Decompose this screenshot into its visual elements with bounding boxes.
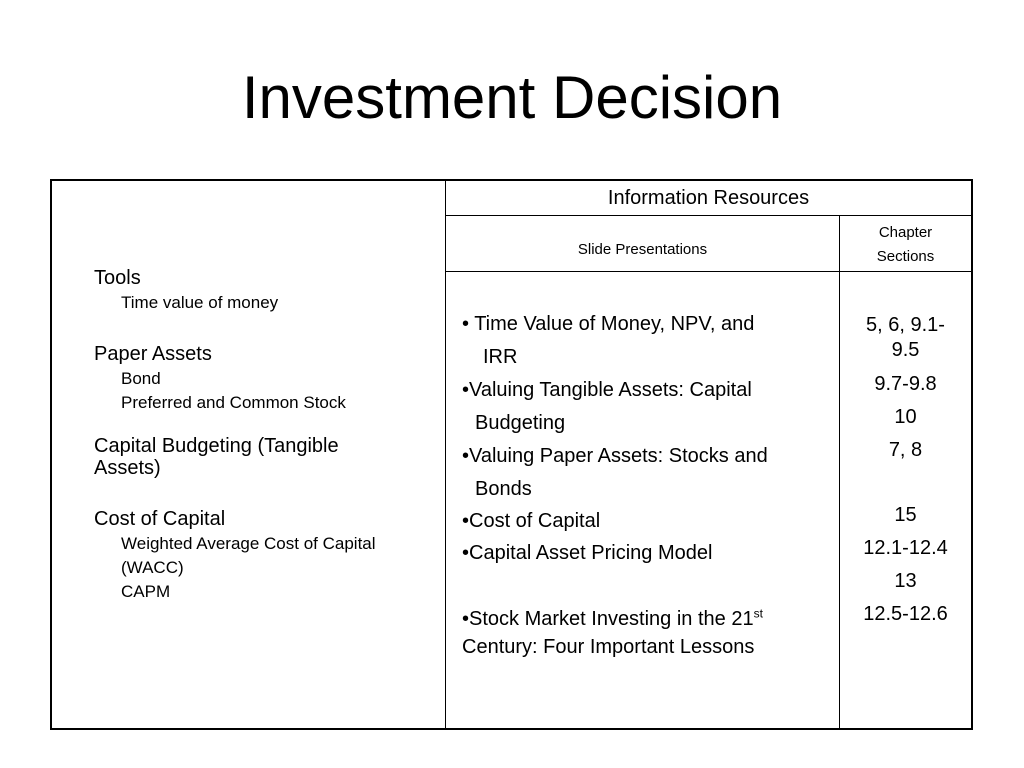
ordinal-suffix: st: [753, 606, 763, 621]
slide-title: Investment Decision: [241, 64, 783, 131]
topic-capital-budgeting-cont: Assets): [94, 457, 161, 479]
slide-item-tangible-assets-cont: Budgeting: [475, 412, 566, 434]
header-sections: Sections: [876, 248, 935, 265]
topic-tools: Tools: [94, 267, 141, 289]
slide-item-capm: •Capital Asset Pricing Model: [462, 542, 713, 564]
slide-item-stock-market-text: •Stock Market Investing in the 21: [462, 608, 754, 630]
slide-item-time-value-cont: IRR: [483, 346, 518, 368]
chapter-ref: 15: [894, 504, 917, 526]
chapter-ref: 9.7-9.8: [874, 373, 937, 395]
chapter-ref: 5, 6, 9.1-: [866, 314, 945, 336]
subtopic-wacc: Weighted Average Cost of Capital: [121, 534, 376, 553]
topic-cost-of-capital: Cost of Capital: [94, 508, 226, 530]
subtopic-wacc-abbr: (WACC): [121, 558, 184, 577]
subheader-divider: [445, 271, 971, 272]
chapter-ref: 9.5: [891, 339, 920, 361]
column-divider-topics: [445, 181, 446, 728]
slide-item-paper-assets-cont: Bonds: [475, 478, 532, 500]
chapter-ref: 13: [894, 570, 917, 592]
header-chapter: Chapter: [878, 224, 933, 241]
subtopic-bond: Bond: [121, 369, 161, 388]
subtopic-time-value: Time value of money: [121, 293, 279, 312]
chapter-ref: 12.1-12.4: [863, 537, 948, 559]
column-divider-chapters: [839, 216, 840, 728]
chapter-ref: 7, 8: [888, 439, 923, 461]
slide-item-cost-of-capital: •Cost of Capital: [462, 510, 601, 532]
slide-item-paper-assets: •Valuing Paper Assets: Stocks and: [462, 445, 768, 467]
subtopic-capm: CAPM: [121, 582, 171, 601]
slide-item-stock-market-cont: Century: Four Important Lessons: [462, 636, 755, 658]
header-slide-presentations: Slide Presentations: [577, 241, 708, 258]
topic-paper-assets: Paper Assets: [94, 343, 212, 365]
slide-item-time-value: • Time Value of Money, NPV, and: [462, 313, 755, 335]
slide-item-tangible-assets: •Valuing Tangible Assets: Capital: [462, 379, 752, 401]
subtopic-stock: Preferred and Common Stock: [121, 393, 346, 412]
topic-capital-budgeting: Capital Budgeting (Tangible: [94, 435, 339, 457]
header-information-resources: Information Resources: [607, 187, 810, 209]
chapter-ref: 10: [894, 406, 917, 428]
header-divider: [445, 215, 971, 216]
chapter-ref: 12.5-12.6: [863, 603, 948, 625]
